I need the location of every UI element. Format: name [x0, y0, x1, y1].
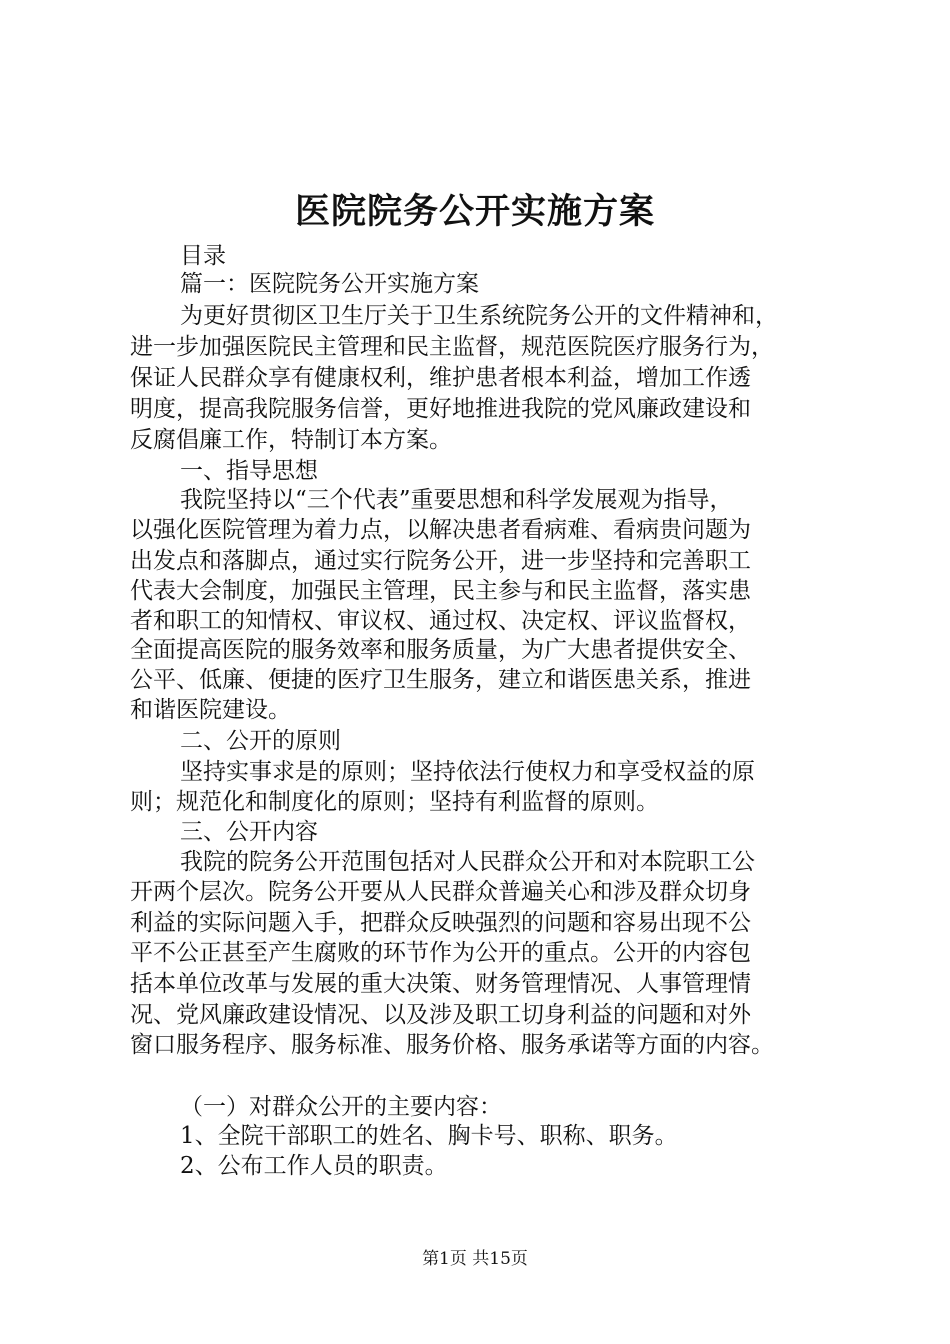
paragraph-line: 明度，提高我院服务信誉，更好地推进我院的党风廉政建设和: [130, 396, 751, 422]
paragraph-line: 平不公正甚至产生腐败的环节作为公开的重点。公开的内容包: [130, 940, 751, 966]
toc-item: 篇一：医院院务公开实施方案: [180, 271, 479, 297]
paragraph-line: 全面提高医院的服务效率和服务质量，为广大患者提供安全、: [130, 637, 751, 663]
paragraph-line: 保证人民群众享有健康权利，维护患者根本利益，增加工作透: [130, 365, 751, 391]
section-heading: 一、指导思想: [180, 458, 318, 484]
page-number-footer: 第1页 共15页: [422, 1249, 528, 1269]
paragraph-line: 利益的实际问题入手，把群众反映强烈的问题和容易出现不公: [130, 910, 751, 936]
subsection-heading: （一）对群众公开的主要内容：: [180, 1094, 502, 1120]
paragraph-line: 我院坚持以“三个代表”重要思想和科学发展观为指导，: [180, 487, 733, 513]
section-heading: 二、公开的原则: [180, 728, 341, 754]
paragraph-line: 开两个层次。院务公开要从人民群众普遍关心和涉及群众切身: [130, 879, 751, 905]
paragraph-line: 和谐医院建设。: [130, 697, 291, 723]
paragraph-line: 窗口服务程序、服务标准、服务价格、服务承诺等方面的内容。: [130, 1032, 774, 1058]
toc-heading: 目录: [180, 243, 226, 269]
paragraph-line: 反腐倡廉工作，特制订本方案。: [130, 427, 452, 453]
paragraph-line: 出发点和落脚点，通过实行院务公开，进一步坚持和完善职工: [130, 548, 751, 574]
document-title: 医院院务公开实施方案: [294, 191, 655, 232]
paragraph-line: 为更好贯彻区卫生厅关于卫生系统院务公开的文件精神和，: [180, 303, 778, 329]
paragraph-line: 坚持实事求是的原则；坚持依法行使权力和享受权益的原: [180, 759, 755, 785]
paragraph-line: 者和职工的知情权、审议权、通过权、决定权、评议监督权，: [130, 608, 751, 634]
paragraph-line: 我院的院务公开范围包括对人民群众公开和对本院职工公: [180, 849, 755, 875]
paragraph-line: 以强化医院管理为着力点，以解决患者看病难、看病贵问题为: [130, 517, 751, 543]
section-heading: 三、公开内容: [180, 819, 318, 845]
paragraph-line: 况、党风廉政建设情况、以及涉及职工切身利益的问题和对外: [130, 1002, 751, 1028]
paragraph-line: 则；规范化和制度化的原则；坚持有利监督的原则。: [130, 789, 659, 815]
paragraph-line: 公平、低廉、便捷的医疗卫生服务，建立和谐医患关系，推进: [130, 667, 751, 693]
paragraph-line: 代表大会制度，加强民主管理，民主参与和民主监督，落实患: [130, 578, 751, 604]
paragraph-line: 进一步加强医院民主管理和民主监督，规范医院医疗服务行为，: [130, 334, 774, 360]
paragraph-line: 括本单位改革与发展的重大决策、财务管理情况、人事管理情: [130, 971, 751, 997]
list-item: 2、公布工作人员的职责。: [180, 1153, 448, 1179]
list-item: 1、全院干部职工的姓名、胸卡号、职称、职务。: [180, 1123, 678, 1149]
